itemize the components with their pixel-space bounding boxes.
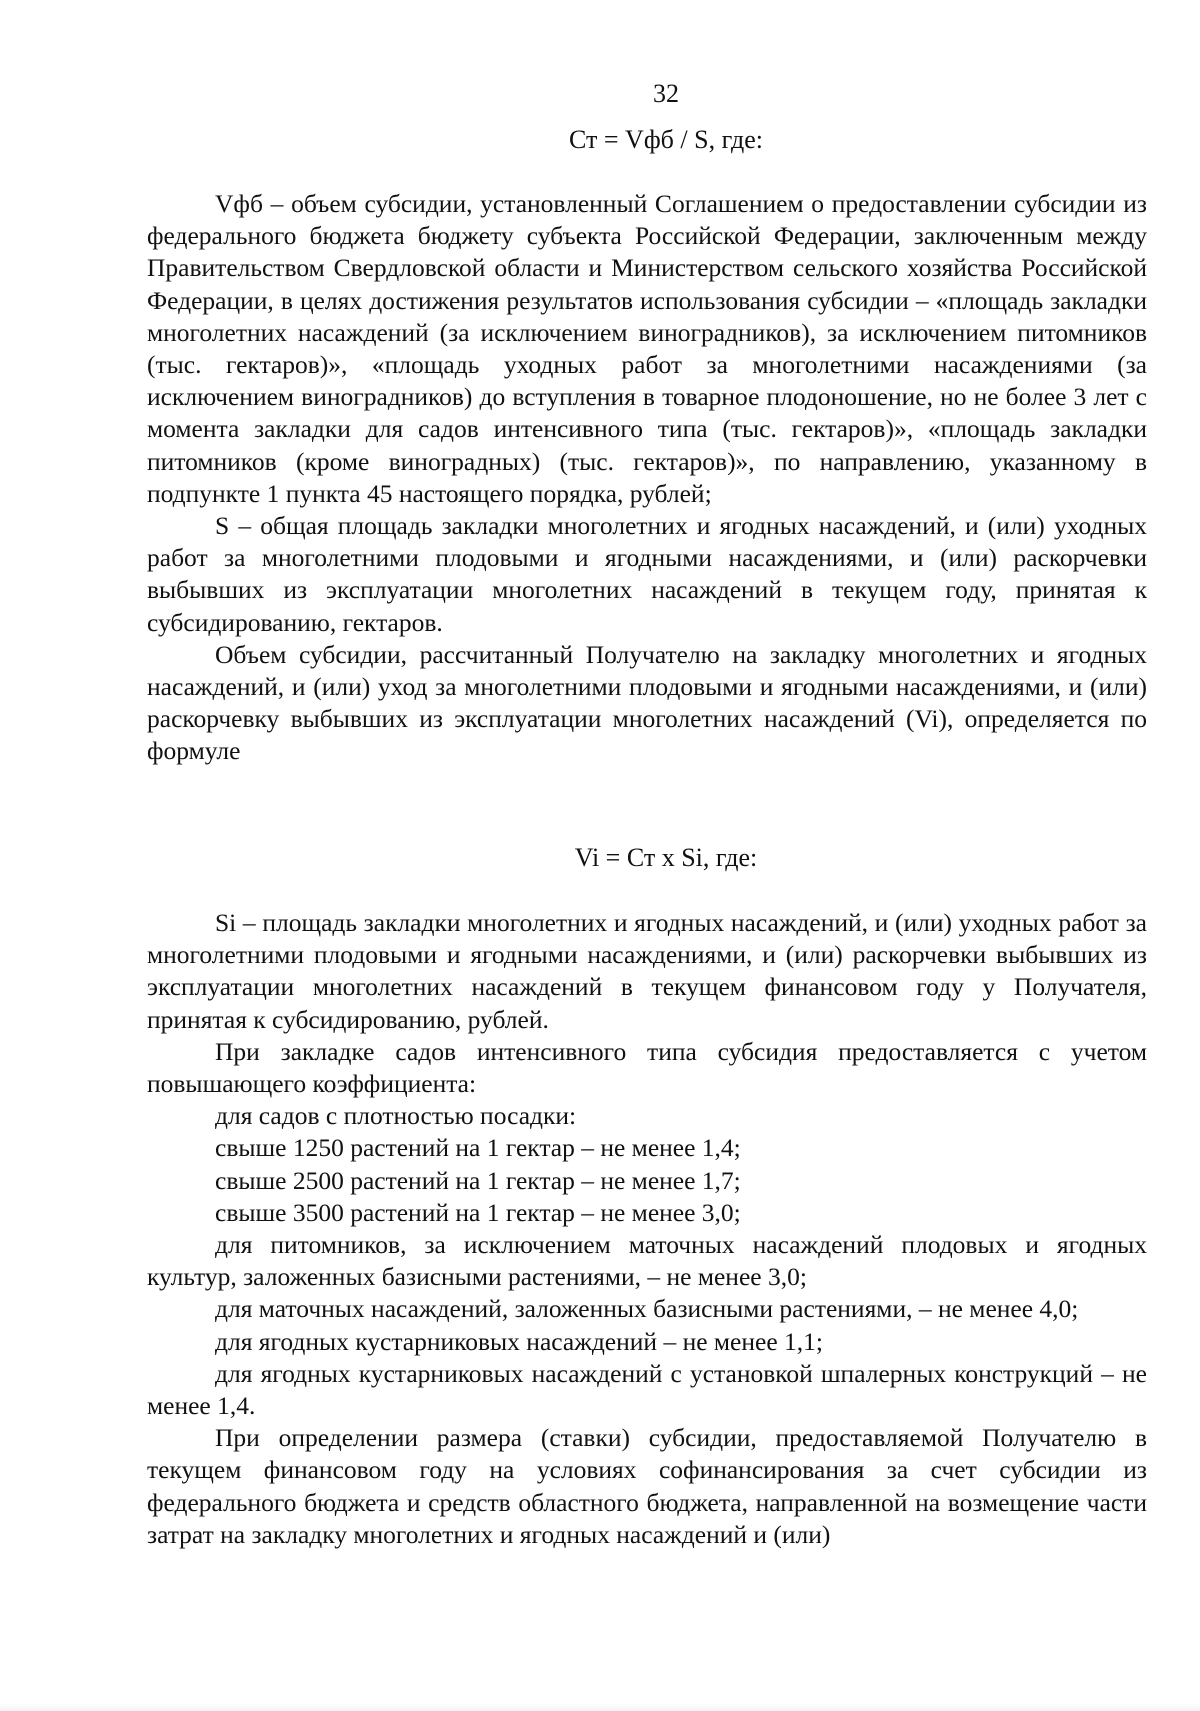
list-item-2500: свыше 2500 растений на 1 гектар – не менее 1,7; bbox=[215, 1165, 741, 1195]
paragraph-vfb-definition: Vфб – объем субсидии, установленный Соглашением о предоставлении субсидии из федерального бюджета бюджету субъекта Российской Федерации, заключенным между Правительством Свердловской области и Министерством сельского хозяйства Российской Федерации, в целях достижения результатов использования субсидии – «площадь закладки многолетних насаждений (за исключением виноградников), за исключением питомников (тыс. гектаров)», «площадь уходных работ за многолетними насаждениями (за исключением виноградников) до вступления в товарное плодоношение, но не более 3 лет с момента закладки для садов интенсивного типа (тыс. гектаров)», «площадь закладки питомников (кроме виноградных) (тыс. гектаров)», по направлению, указанному в подпункте 1 пункта 45 настоящего порядка, рублей; bbox=[147, 189, 1147, 508]
list-item-berry-trellis: для ягодных кустарниковых насаждений с установкой шпалерных конструкций – не менее 1,4. bbox=[147, 1358, 1147, 1421]
page-number: 32 bbox=[653, 79, 679, 108]
list-item-density: для садов с плотностью посадки: bbox=[215, 1101, 577, 1131]
paragraph-si-definition: Si – площадь закладки многолетних и ягодных насаждений, и (или) уходных работ за многолетними плодовыми и ягодными насаждениями, и (или) раскорчевки выбывших из эксплуатации многолетних насаждений в текущем финансовом году у Получателя, принятая к субсидированию, рублей. bbox=[147, 908, 1147, 1034]
text-block-definitions bbox=[147, 188, 1147, 768]
paragraph-rate-determination: При определении размера (ставки) субсидии, предоставляемой Получателю в текущем финансовом году на условиях софинансирования за счет субсидии из федерального бюджета и средств областного бюджета, направленной на возмещение части затрат на закладку многолетних и ягодных насаждений и (или) bbox=[147, 1423, 1147, 1549]
text-block-coefficients bbox=[147, 907, 1147, 1551]
paragraph-subsidy-volume: Объем субсидии, рассчитанный Получателю на закладку многолетних и ягодных насаждений, и (или) уход за многолетними плодовыми и ягодными насаждениями, и (или) раскорчевку выбывших из эксплуатации многолетних насаждений (Vi), определяется по формуле bbox=[147, 639, 1147, 766]
list-item-nurseries: для питомников, за исключением маточных насаждений плодовых и ягодных культур, заложенных базисными растениями, – не менее 3,0; bbox=[147, 1230, 1147, 1292]
list-item-berry-shrubs: для ягодных кустарниковых насаждений – не менее 1,1; bbox=[215, 1326, 823, 1356]
formula-vi: Vi = Ст x Si, где: bbox=[574, 843, 758, 872]
scan-edge bbox=[0, 1703, 1200, 1711]
list-item-3500: свыше 3500 растений на 1 гектар – не менее 3,0; bbox=[215, 1197, 741, 1227]
list-item-1250: свыше 1250 растений на 1 гектар – не менее 1,4; bbox=[215, 1133, 741, 1163]
paragraph-intensive-gardens: При закладке садов интенсивного типа субсидия предоставляется с учетом повышающего коэффициента: bbox=[147, 1036, 1147, 1099]
list-item-mother-plantings: для маточных насаждений, заложенных базисными растениями, – не менее 4,0; bbox=[215, 1294, 1079, 1324]
paragraph-s-definition: S – общая площадь закладки многолетних и ягодных насаждений, и (или) уходных работ за многолетними плодовыми и ягодными насаждениями, и (или) раскорчевки выбывших из эксплуатации многолетних насаждений в текущем году, принятая к субсидированию, гектаров. bbox=[147, 511, 1147, 637]
formula-rate: Ст = Vфб / S, где: bbox=[569, 125, 763, 154]
